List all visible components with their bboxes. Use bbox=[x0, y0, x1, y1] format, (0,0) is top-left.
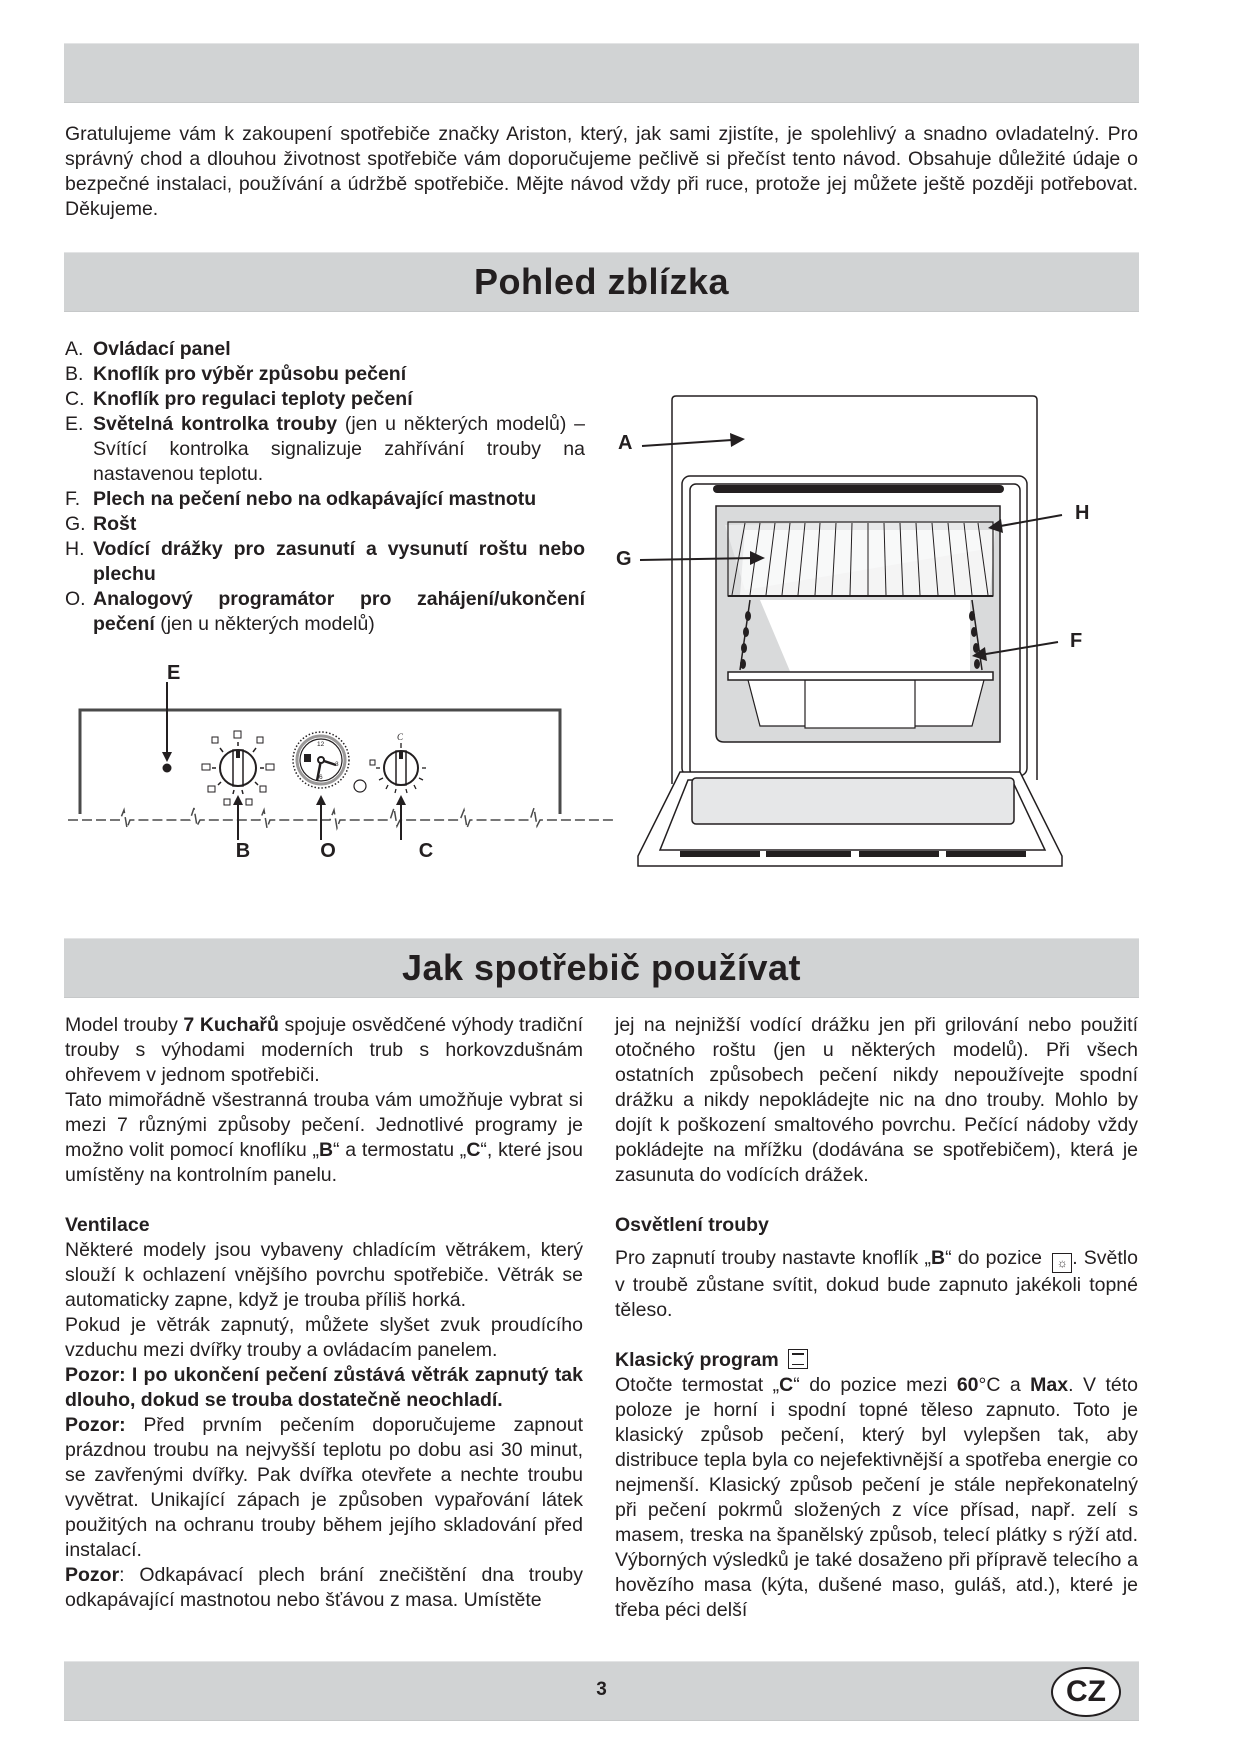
figure-label-e: E bbox=[167, 662, 181, 684]
legend-item-g bbox=[65, 512, 585, 537]
text-run: Tato mimořádně všestranná trouba vám umožňuje vybrat si mezi 7 různými způsoby pečení. Jednotlivé programy je možno volit pomocí knoflíku „ bbox=[65, 1089, 583, 1161]
classic-program-icon bbox=[788, 1349, 808, 1369]
text-run: . Světlo v troubě zůstane svítit, dokud bude zapnuto jakékoli topné těleso. bbox=[615, 1247, 1138, 1321]
function-knob-b bbox=[202, 731, 274, 805]
clock-mark-3: 3 bbox=[335, 761, 339, 768]
legend-item-f bbox=[65, 487, 585, 512]
intro-text: Gratulujeme vám k zakoupení spotřebiče značky Ariston, který, jak sami zjistíte, je spolehlivý a snadno ovladatelný. Pro správný chod a dlouhou životnost spotřebiče vám doporučujeme pečlivě si přečíst tento návod. Obsahuje důležité údaje o bezpečné instalaci, používání a údržbě spotřebiče. Mějte návod vždy při ruce, protože jej můžete ještě později potřebovat. Děkujeme. bbox=[65, 123, 1138, 220]
text-run: Klasický program bbox=[615, 1349, 779, 1371]
knob-ref-b: B bbox=[318, 1139, 334, 1161]
legend-item-c bbox=[65, 387, 585, 412]
control-panel-drawing bbox=[60, 660, 620, 880]
oven-light-paragraph bbox=[615, 1246, 1138, 1323]
control-panel-figure bbox=[60, 660, 620, 880]
figure-label-g: G bbox=[616, 548, 632, 570]
figure-label-b: B bbox=[235, 840, 251, 862]
text-run: . V této poloze je horní i spodní topné těleso zapnuto. Toto je klasický způsob pečení, který byl vylepšen tak, aby distribuce tepla byla co nejefektivnější a spotřeba energie co nejmenší. Klasický způsob pečení je stále nepřekonatelný při pečení pokrmů složených z více přísad, např. zelí s masem, treska na španělský způsob, telecí plátky s rýží atd. Výborných výsledků je také dosaženo při přípravě telecího a hovězího masa (kýta, dušené maso, guláš, atd.), které je třeba péci delší bbox=[615, 1374, 1138, 1621]
legend-label: Ovládací panel bbox=[93, 338, 231, 360]
text-run: Před prvním pečením doporučujeme zapnout prázdnou troubu na nejvyšší teplotu po dobu asi 30 minut, se zavřenými dvířky. Pak dvířka otevřete a nechte troubu vyvětrat. Unikající zápach je způsoben vypařování látek použitých na ochranu trouby během jejího skladování před instalací. bbox=[65, 1414, 583, 1561]
legend-letter: G. bbox=[65, 513, 86, 535]
figure-label-c: C bbox=[418, 840, 434, 862]
legend-label: Vodící drážky pro zasunutí a vysunutí roštu nebo plechu bbox=[93, 538, 585, 585]
classic-program-paragraph bbox=[615, 1373, 1138, 1623]
legend-letter: E. bbox=[65, 413, 84, 435]
legend-letter: B. bbox=[65, 363, 84, 385]
temp-max: Max bbox=[1030, 1374, 1069, 1396]
clock-mark-6: 6 bbox=[319, 774, 323, 781]
knob-ref-c: C bbox=[466, 1139, 481, 1161]
text-run: “ do pozice bbox=[945, 1247, 1049, 1269]
figure-label-o: O bbox=[320, 840, 336, 862]
legend-letter: C. bbox=[65, 388, 85, 410]
text-run: Otočte termostat „ bbox=[615, 1374, 780, 1396]
ventilation-paragraph-2: Pokud je větrák zapnutý, můžete slyšet zvuk proudícího vzduchu mezi dvířky trouby a ovládacím panelem. bbox=[65, 1314, 583, 1361]
section-title-usage: Jak spotřebič používat bbox=[401, 947, 802, 988]
legend-item-h bbox=[65, 537, 585, 587]
model-name: 7 Kuchařů bbox=[183, 1014, 279, 1036]
legend-label: Plech na pečení nebo na odkapávající mastnotu bbox=[93, 488, 537, 510]
knob-ref-b: B bbox=[930, 1247, 946, 1269]
legend-letter: O. bbox=[65, 588, 86, 610]
drip-tray-continued: jej na nejnižší vodící drážku jen při grilování nebo použití otočného roštu (jen u některých modelů). Při všech ostatních způsobech pečení nikdy nepoužívejte spodní drážku a nikdy nepokládejte nic na dno trouby. Mohlo by dojít k poškození smaltového povrchu. Pečící nádoby vždy pokládejte na mřížku (dodávána se spotřebičem), která je zasunuta do vodících drážek. bbox=[615, 1014, 1138, 1186]
legend-item-o bbox=[65, 587, 585, 637]
text-run: °C a bbox=[978, 1374, 1031, 1396]
footer-bar bbox=[64, 1661, 1139, 1721]
legend-item-e bbox=[65, 412, 585, 487]
legend-item-a bbox=[65, 337, 585, 362]
section-bar-overview bbox=[64, 252, 1139, 312]
legend-letter: F. bbox=[65, 488, 81, 510]
legend-letter: H. bbox=[65, 538, 85, 560]
legend-item-b bbox=[65, 362, 585, 387]
oven-figure bbox=[600, 380, 1160, 880]
section-bar-usage bbox=[64, 938, 1139, 998]
warning-drip-tray bbox=[65, 1563, 583, 1613]
text-run: Model trouby bbox=[65, 1014, 184, 1036]
parts-legend bbox=[65, 337, 585, 637]
warning-label: Pozor: bbox=[65, 1414, 126, 1436]
clock-mark-12: 12 bbox=[317, 741, 325, 748]
language-badge: CZ bbox=[1051, 1667, 1121, 1717]
thermostat-top-mark: C bbox=[397, 732, 404, 742]
thermostat-knob-c bbox=[370, 743, 426, 793]
figure-label-f: F bbox=[1070, 630, 1083, 652]
legend-label: Knoflík pro výběr způsobu pečení bbox=[93, 363, 407, 385]
subheading-oven-light: Osvětlení trouby bbox=[615, 1214, 769, 1236]
legend-label: Knoflík pro regulaci teploty pečení bbox=[93, 388, 413, 410]
text-run: spojuje osvědčené výhody tradiční trouby s výhodami moderních trub s horkovzdušnám ohřevem v jednom spotřebiči. bbox=[65, 1014, 583, 1086]
legend-description: (jen u některých modelů) bbox=[154, 613, 375, 635]
warning-first-use bbox=[65, 1413, 583, 1563]
legend-label: Rošt bbox=[93, 513, 137, 535]
warning-fan: Pozor: I po ukončení pečení zůstává větrák zapnutý tak dlouho, dokud se trouba dostatečně neochladí. bbox=[65, 1364, 583, 1411]
text-run: Pro zapnutí trouby nastavte knoflík „ bbox=[615, 1247, 931, 1269]
text-run: “ a termostatu „ bbox=[333, 1139, 467, 1161]
page-number: 3 bbox=[596, 1679, 607, 1700]
legend-letter: A. bbox=[65, 338, 84, 360]
temp-min: 60 bbox=[956, 1374, 979, 1396]
figure-label-h: H bbox=[1075, 502, 1090, 524]
text-run: “, které jsou umístěny na kontrolním panelu. bbox=[65, 1139, 583, 1186]
text-run: “ do pozice mezi bbox=[793, 1374, 957, 1396]
header-bar bbox=[64, 43, 1139, 103]
subheading-ventilation: Ventilace bbox=[65, 1214, 150, 1236]
knob-ref-c: C bbox=[779, 1374, 794, 1396]
usage-left-column bbox=[65, 1013, 583, 1613]
legend-label: Světelná kontrolka trouby bbox=[93, 413, 338, 435]
programs-paragraph bbox=[65, 1088, 583, 1188]
warning-label: Pozor bbox=[65, 1564, 120, 1586]
section-title-overview: Pohled zblízka bbox=[473, 261, 730, 302]
subheading-classic-program bbox=[615, 1348, 1138, 1373]
figure-label-a: A bbox=[618, 432, 633, 454]
intro-paragraph bbox=[65, 122, 1138, 222]
ventilation-paragraph-1: Některé modely jsou vybaveny chladícím větrákem, který slouží k ochlazení vnějšího povrchu spotřebiče. Větrák se automaticky zapne, když je trouba příliš horká. bbox=[65, 1239, 583, 1311]
light-bulb-icon: ☼ bbox=[1052, 1253, 1072, 1273]
legend-label: Analogový programátor pro zahájení/ukončení pečení bbox=[93, 588, 585, 635]
intro-model-paragraph bbox=[65, 1013, 583, 1088]
legend-description: (jen u některých modelů) – Svítící kontrolka signalizuje zahřívání trouby na nastavenou teplotu. bbox=[93, 413, 585, 485]
text-run: : Odkapávací plech brání znečištění dna trouby odkapávající mastnotou nebo šťávou z masa. Umístěte bbox=[65, 1564, 583, 1611]
usage-right-column bbox=[615, 1013, 1138, 1623]
